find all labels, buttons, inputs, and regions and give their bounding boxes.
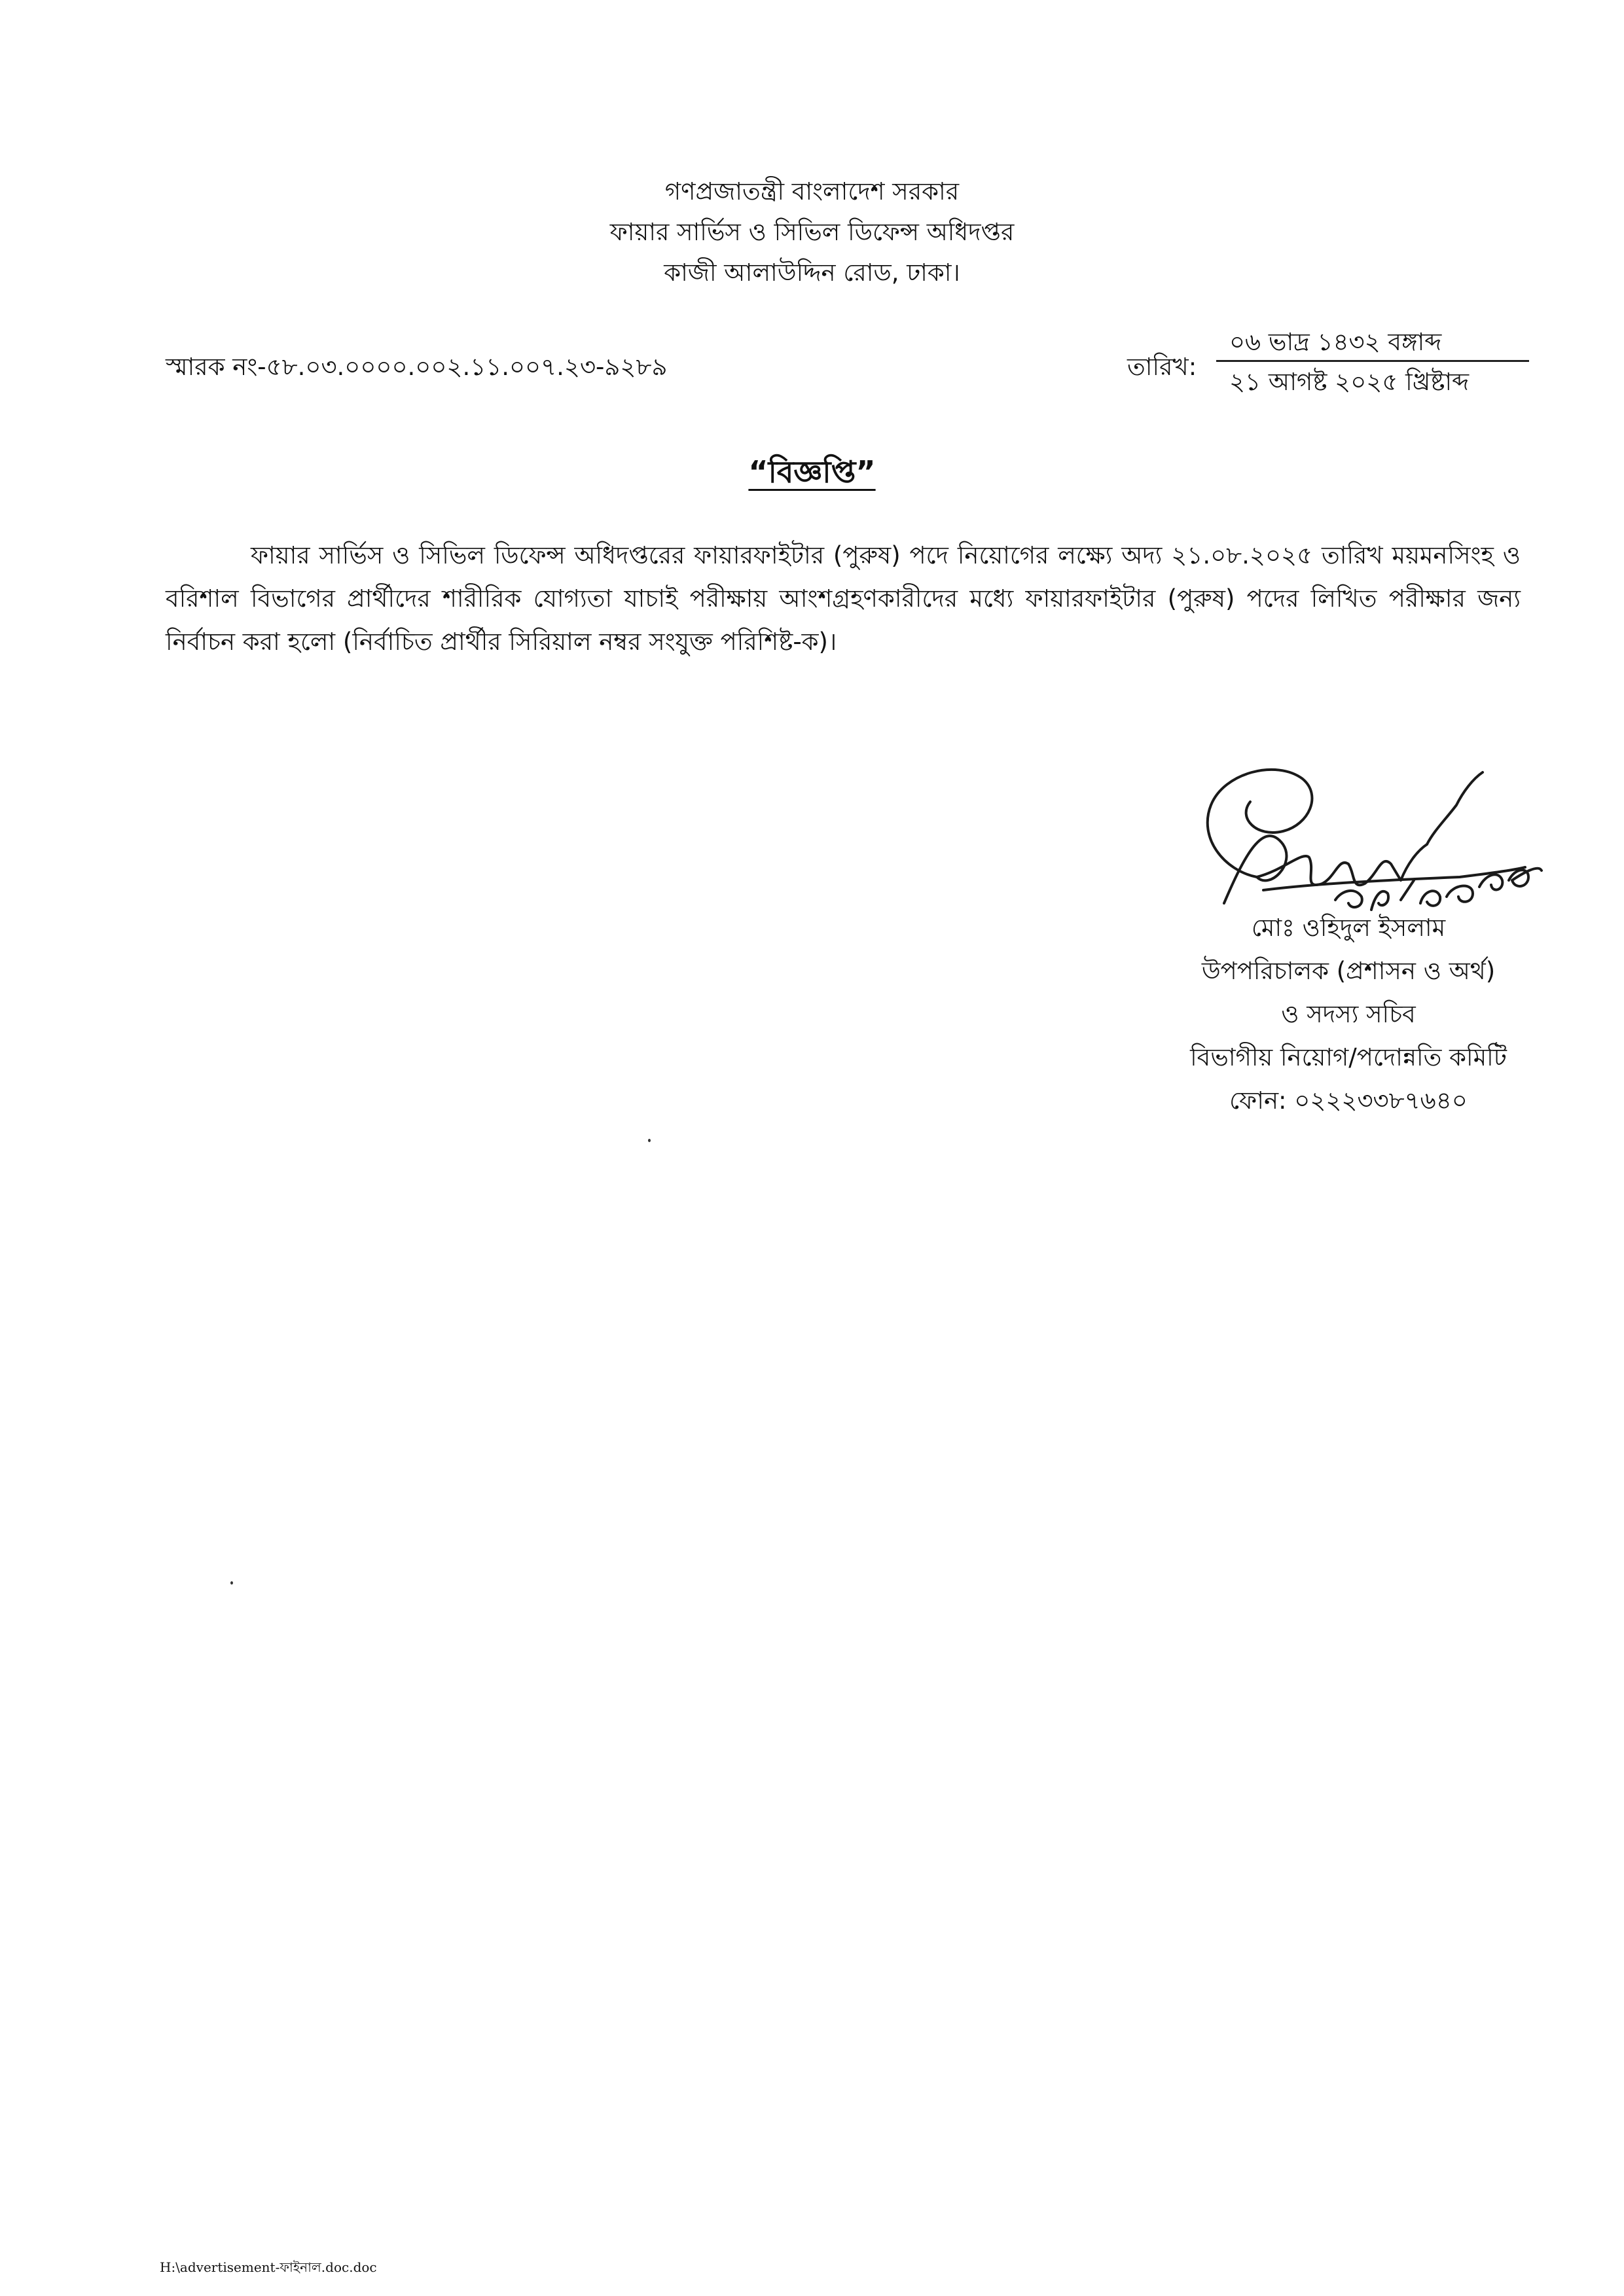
date-english: ২১ আগষ্ট ২০২৫ খ্রিষ্টাব্দ — [1229, 368, 1470, 396]
scan-speck — [230, 1581, 233, 1585]
notice-title — [0, 449, 1624, 495]
notice-title-text: “বিজ্ঞপ্তি” — [748, 454, 876, 490]
letterhead-department: ফায়ার সার্ভিস ও সিভিল ডিফেন্স অধিদপ্তর — [609, 218, 1015, 246]
signer-name: মোঃ ওহিদুল ইসলাম — [1251, 914, 1446, 942]
memo-number: স্মারক নং-৫৮.০৩.০০০০.০০২.১১.০০৭.২৩-৯২৮৯ — [166, 353, 668, 381]
signer-phone: ফোন: ০২২২৩৩৮৭৬৪০ — [1229, 1086, 1468, 1115]
letterhead-government: গণপ্রজাতন্ত্রী বাংলাদেশ সরকার — [664, 177, 960, 206]
scan-speck — [648, 1139, 651, 1142]
letterhead-address: কাজী আলাউদ্দিন রোড, ঢাকা। — [664, 259, 960, 287]
date-block — [1216, 326, 1529, 399]
notice-body: ফায়ার সার্ভিস ও সিভিল ডিফেন্স অধিদপ্তরের ফায়ারফাইটার (পুরুষ) পদে নিয়োগের লক্ষ্যে অদ্য ২১.০৮.২০২৫ তারিখ ময়মনসিংহ ও বরিশাল বিভাগের প্রার্থীদের শারীরিক যোগ্যতা যাচাই পরীক্ষায় আংশগ্রহণকারীদের মধ্যে ফায়ারফাইটার (পুরুষ) পদের লিখিত পরীক্ষার জন্য নির্বাচন করা হলো (নির্বাচিত প্রার্থীর সিরিয়াল নম্বর সংযুক্ত পরিশিষ্ট-ক)। — [166, 541, 1521, 656]
signer-block — [1113, 906, 1584, 1122]
file-path-footer: H:\advertisement-ফাইনাল.doc.doc — [160, 2259, 377, 2275]
signer-committee: বিভাগীয় নিয়োগ/পদোন্নতি কমিটি — [1190, 1043, 1507, 1071]
date-label: তারিখ: — [1127, 353, 1197, 381]
letterhead — [0, 171, 1624, 293]
date-bangla: ০৬ ভাদ্র ১৪৩২ বঙ্গাব্দ — [1216, 326, 1529, 362]
signer-designation: উপপরিচালক (প্রশাসন ও অর্থ) — [1201, 957, 1496, 985]
signer-role: ও সদস্য সচিব — [1281, 1000, 1416, 1028]
